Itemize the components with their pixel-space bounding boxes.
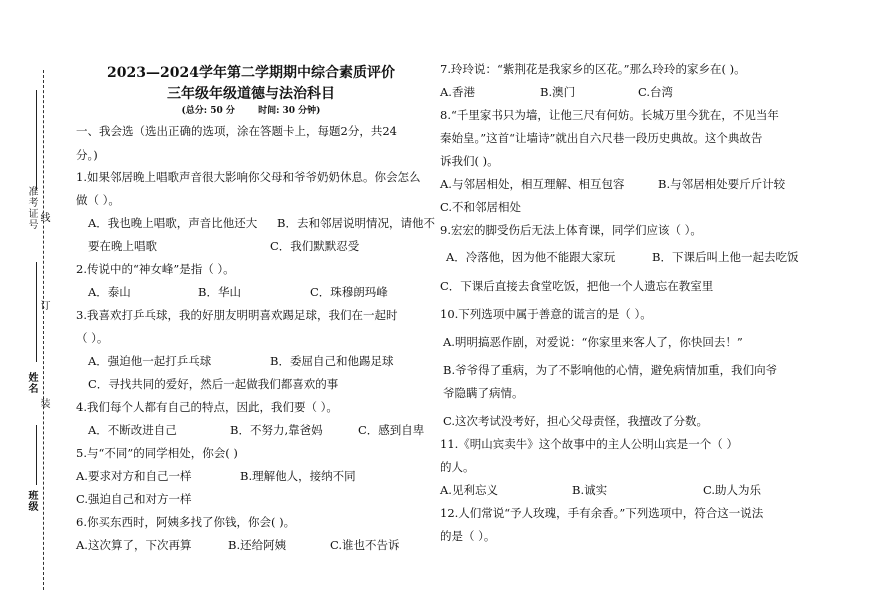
question-3: 3.我喜欢打乒乓球，我的好朋友明明喜欢踢足球，我们在一起时	[76, 308, 398, 322]
exam-number-blank	[36, 90, 37, 190]
q6-option-c: C.谁也不告诉	[330, 538, 400, 552]
q9-option-c: C．下课后直接去食堂吃饭，把他一个人遗忘在教室里	[440, 279, 714, 293]
exam-title: 2023—2024学年第二学期期中综合素质评价	[107, 65, 395, 81]
section-heading-cont: 分。)	[76, 148, 98, 162]
question-1: 1.如果邻居晚上唱歌声音很大影响你父母和爷爷奶奶休息。你会怎么	[76, 170, 421, 184]
binding-word-zhuang: 装	[38, 398, 49, 409]
question-10: 10.下列选项中属于善意的谎言的是（ ）。	[440, 307, 652, 321]
q7-option-c: C.台湾	[638, 85, 674, 99]
q3-option-b: B．委屈自己和他踢足球	[270, 354, 394, 368]
total-score: (总分: 50 分	[181, 106, 235, 116]
q11-option-a: A.见利忘义	[440, 483, 498, 497]
question-11: 11.《明山宾卖牛》这个故事中的主人公明山宾是一个（ ）	[440, 437, 738, 451]
q1-option-c: C．我们默默忍受	[270, 239, 360, 253]
q11-option-b: B.诚实	[572, 483, 608, 497]
exam-meta	[70, 103, 432, 116]
q5-option-b: B.理解他人，接纳不同	[240, 469, 356, 483]
question-2: 2.传说中的“神女峰”是指（ ）。	[76, 262, 235, 276]
q2-option-c: C．珠穆朗玛峰	[310, 285, 388, 299]
question-12: 12.人们常说“予人玫瑰，手有余香。”下列选项中，符合这一说法	[440, 506, 764, 520]
q1-option-b: B．去和邻居说明情况，请他不	[277, 216, 435, 230]
q2-option-b: B．华山	[198, 285, 241, 299]
exam-number-label: 准考证号	[26, 186, 37, 230]
q10-option-b: B.爷爷得了重病，为了不影响他的心情，避免病情加重，我们向爷	[443, 363, 778, 377]
question-8-cont: 秦始皇。”这首“让墙诗”就出自六尺巷一段历史典故。这个典故告	[440, 131, 763, 145]
q4-option-c: C．感到自卑	[358, 423, 425, 437]
binding-word-line: 线	[38, 212, 49, 223]
q3-option-c: C．寻找共同的爱好，然后一起做我们都喜欢的事	[88, 377, 339, 391]
q2-option-a: A．泰山	[88, 285, 131, 299]
q9-option-a: A．冷落他，因为他不能跟大家玩	[446, 250, 616, 264]
name-blank	[36, 262, 37, 362]
class-blank	[36, 425, 37, 485]
q10-option-a: A.明明搞恶作剧，对爱说：“你家里来客人了，你快回去！”	[443, 335, 743, 349]
q1-option-b-cont: 要在晚上唱歌	[88, 239, 157, 253]
exam-time: 时间: 30 分钟)	[258, 106, 321, 116]
question-12-cont: 的是（ ）。	[440, 529, 496, 543]
q4-option-b: B．不努力,靠爸妈	[230, 423, 323, 437]
q6-option-b: B.还给阿姨	[228, 538, 287, 552]
section-heading: 一、我会选（选出正确的选项，涂在答题卡上，每题2分，共24	[76, 124, 397, 138]
question-5: 5.与“不同”的同学相处，你会( )	[76, 446, 238, 460]
class-label: 班级	[26, 490, 37, 512]
q4-option-a: A．不断改进自己	[88, 423, 177, 437]
q7-option-a: A.香港	[440, 85, 475, 99]
q3-option-a: A．强迫他一起打乒乓球	[88, 354, 212, 368]
q8-option-c: C.不和邻居相处	[440, 200, 522, 214]
question-6: 6.你买东西时，阿姨多找了你钱，你会( )。	[76, 515, 296, 529]
question-8: 8.“千里家书只为墙，让他三尺有何妨。长城万里今犹在，不见当年	[440, 108, 779, 122]
question-9: 9.宏宏的脚受伤后无法上体育课，同学们应该（ ）。	[440, 223, 702, 237]
q8-option-a: A.与邻居相处，相互理解、相互包容	[440, 177, 625, 191]
q11-option-c: C.助人为乐	[703, 483, 762, 497]
q10-option-c: C.这次考试没考好，担心父母责怪，我擅改了分数。	[443, 414, 709, 428]
q5-option-a: A.要求对方和自己一样	[76, 469, 192, 483]
q6-option-a: A.这次算了，下次再算	[76, 538, 192, 552]
question-4: 4.我们每个人都有自己的特点，因此，我们要（ ）。	[76, 400, 338, 414]
q5-option-c: C.强迫自己和对方一样	[76, 492, 192, 506]
question-1-cont: 做（ ）。	[76, 193, 120, 207]
question-7: 7.玲玲说：“紫荆花是我家乡的区花。”那么玲玲的家乡在( )。	[440, 62, 746, 76]
name-label: 姓名	[26, 372, 37, 394]
question-3-cont: （ ）。	[76, 331, 109, 345]
question-11-cont: 的人。	[440, 460, 475, 474]
q9-option-b: B．下课后叫上他一起去吃饭	[652, 250, 799, 264]
question-8-cont2: 诉我们( )。	[440, 154, 499, 168]
q1-option-a: A．我也晚上唱歌，声音比他还大	[88, 216, 258, 230]
q8-option-b: B.与邻居相处要斤斤计较	[658, 177, 786, 191]
binding-dashed-line	[43, 70, 44, 590]
q7-option-b: B.澳门	[540, 85, 576, 99]
exam-subtitle: 三年级年级道德与法治科目	[167, 86, 335, 102]
q10-option-b-cont: 爷隐瞒了病情。	[443, 386, 524, 400]
binding-margin	[0, 0, 70, 614]
binding-word-ding: 订	[38, 300, 49, 311]
